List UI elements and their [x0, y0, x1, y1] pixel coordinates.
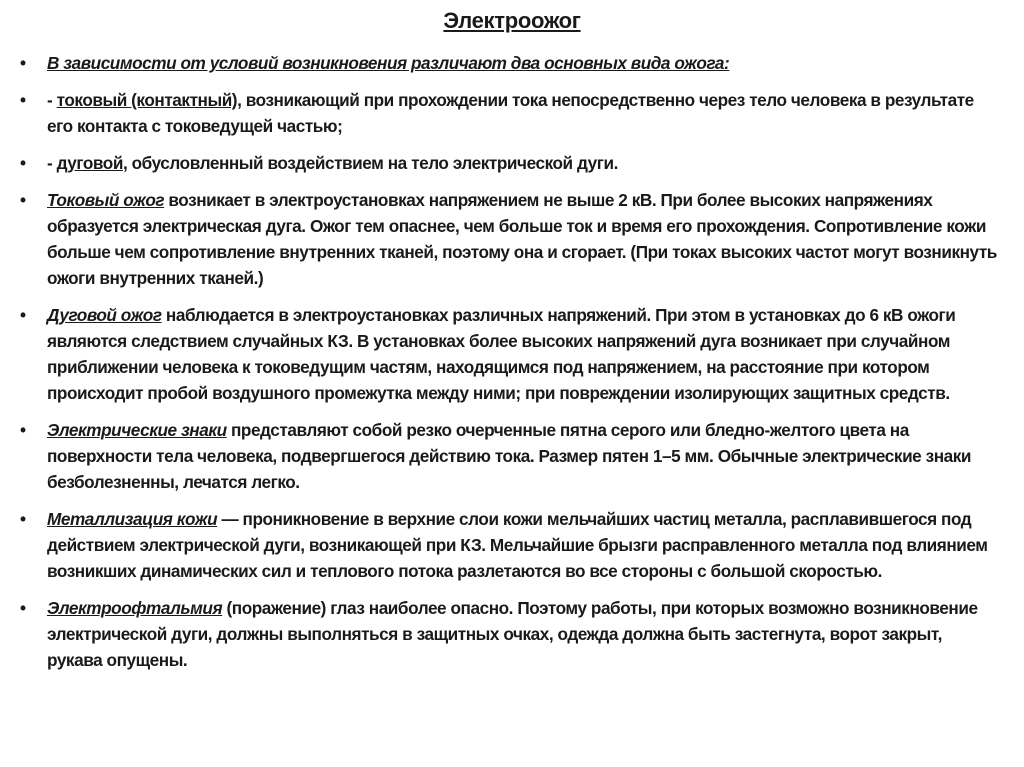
item-term: токовый (контактный),	[56, 90, 242, 110]
item-term: Дуговой ожог	[47, 305, 162, 325]
item-term: В зависимости от условий возникновения различают два основных вида ожога:	[47, 53, 730, 73]
item-term: Металлизация кожи	[47, 509, 218, 529]
item-text: — проникновение в верхние слои кожи мельчайших частиц металла, расплавившегося под действием электрической дуги, возникающей при КЗ. Мельчайшие брызги расправленного металла под влиянием возникших динамических сил и теплового потока разлетаются во все стороны с большой скоростью.	[47, 509, 988, 581]
list-item	[0, 506, 1000, 584]
bullet-icon: •	[20, 190, 26, 210]
item-term: Электроофтальмия	[47, 598, 223, 618]
item-text: возникающий при прохождении тока непосредственно через тело человека в результате его контакта с токоведущей частью;	[47, 90, 974, 136]
bullet-icon: •	[20, 53, 26, 73]
bullet-list	[0, 50, 1000, 684]
list-item	[0, 417, 1000, 495]
list-item	[0, 150, 1000, 176]
list-item	[0, 87, 1000, 139]
bullet-icon: •	[20, 420, 26, 440]
item-text: представляют собой резко очерченные пятна серого или бледно-желтого цвета на поверхности тела человека, подвергшегося действию тока. Размер пятен 1–5 мм. Обычные электрические знаки безболезненны, лечатся легко.	[47, 420, 972, 492]
page-title: Электроожог	[443, 8, 581, 33]
bullet-icon: •	[20, 509, 26, 529]
list-item	[0, 187, 1000, 291]
item-text: обусловленный воздействием на тело электрической дуги.	[127, 153, 618, 173]
item-term: Электрические знаки	[47, 420, 227, 440]
bullet-icon: •	[20, 598, 26, 618]
item-text: (поражение) глаз наиболее опасно. Поэтому работы, при которых возможно возникновение электрической дуги, должны выполняться в защитных очках, одежда должна быть застегнута, ворот закрыт, рукава опущены.	[47, 598, 978, 670]
item-prefix: -	[47, 90, 57, 110]
bullet-icon: •	[20, 90, 26, 110]
item-prefix: -	[47, 153, 57, 173]
item-text: наблюдается в электроустановках различных напряжений. При этом в установках до 6 кВ ожоги являются следствием случайных КЗ. В установках более высоких напряжений дуга возникает при случайном приближении человека к токоведущим частям, находящимся под напряжением, на расстояние при котором происходит пробой воздушного промежутка между ними; при повреждении изолирующих защитных средств.	[47, 305, 956, 403]
list-item	[0, 302, 1000, 406]
item-text: возникает в электроустановках напряжением не выше 2 кВ. При более высоких напряжениях образуется электрическая дуга. Ожог тем опаснее, чем больше ток и время его прохождения. Сопротивление кожи больше чем сопротивление внутренних тканей, поэтому она и сгорает. (При токах высоких частот могут возникнуть ожоги внутренних тканей.)	[47, 190, 997, 288]
bullet-icon: •	[20, 153, 26, 173]
item-term: Токовый ожог	[47, 190, 165, 210]
bullet-icon: •	[20, 305, 26, 325]
list-item	[0, 595, 1000, 673]
list-item	[0, 50, 1000, 76]
item-term: дуговой,	[56, 153, 128, 173]
